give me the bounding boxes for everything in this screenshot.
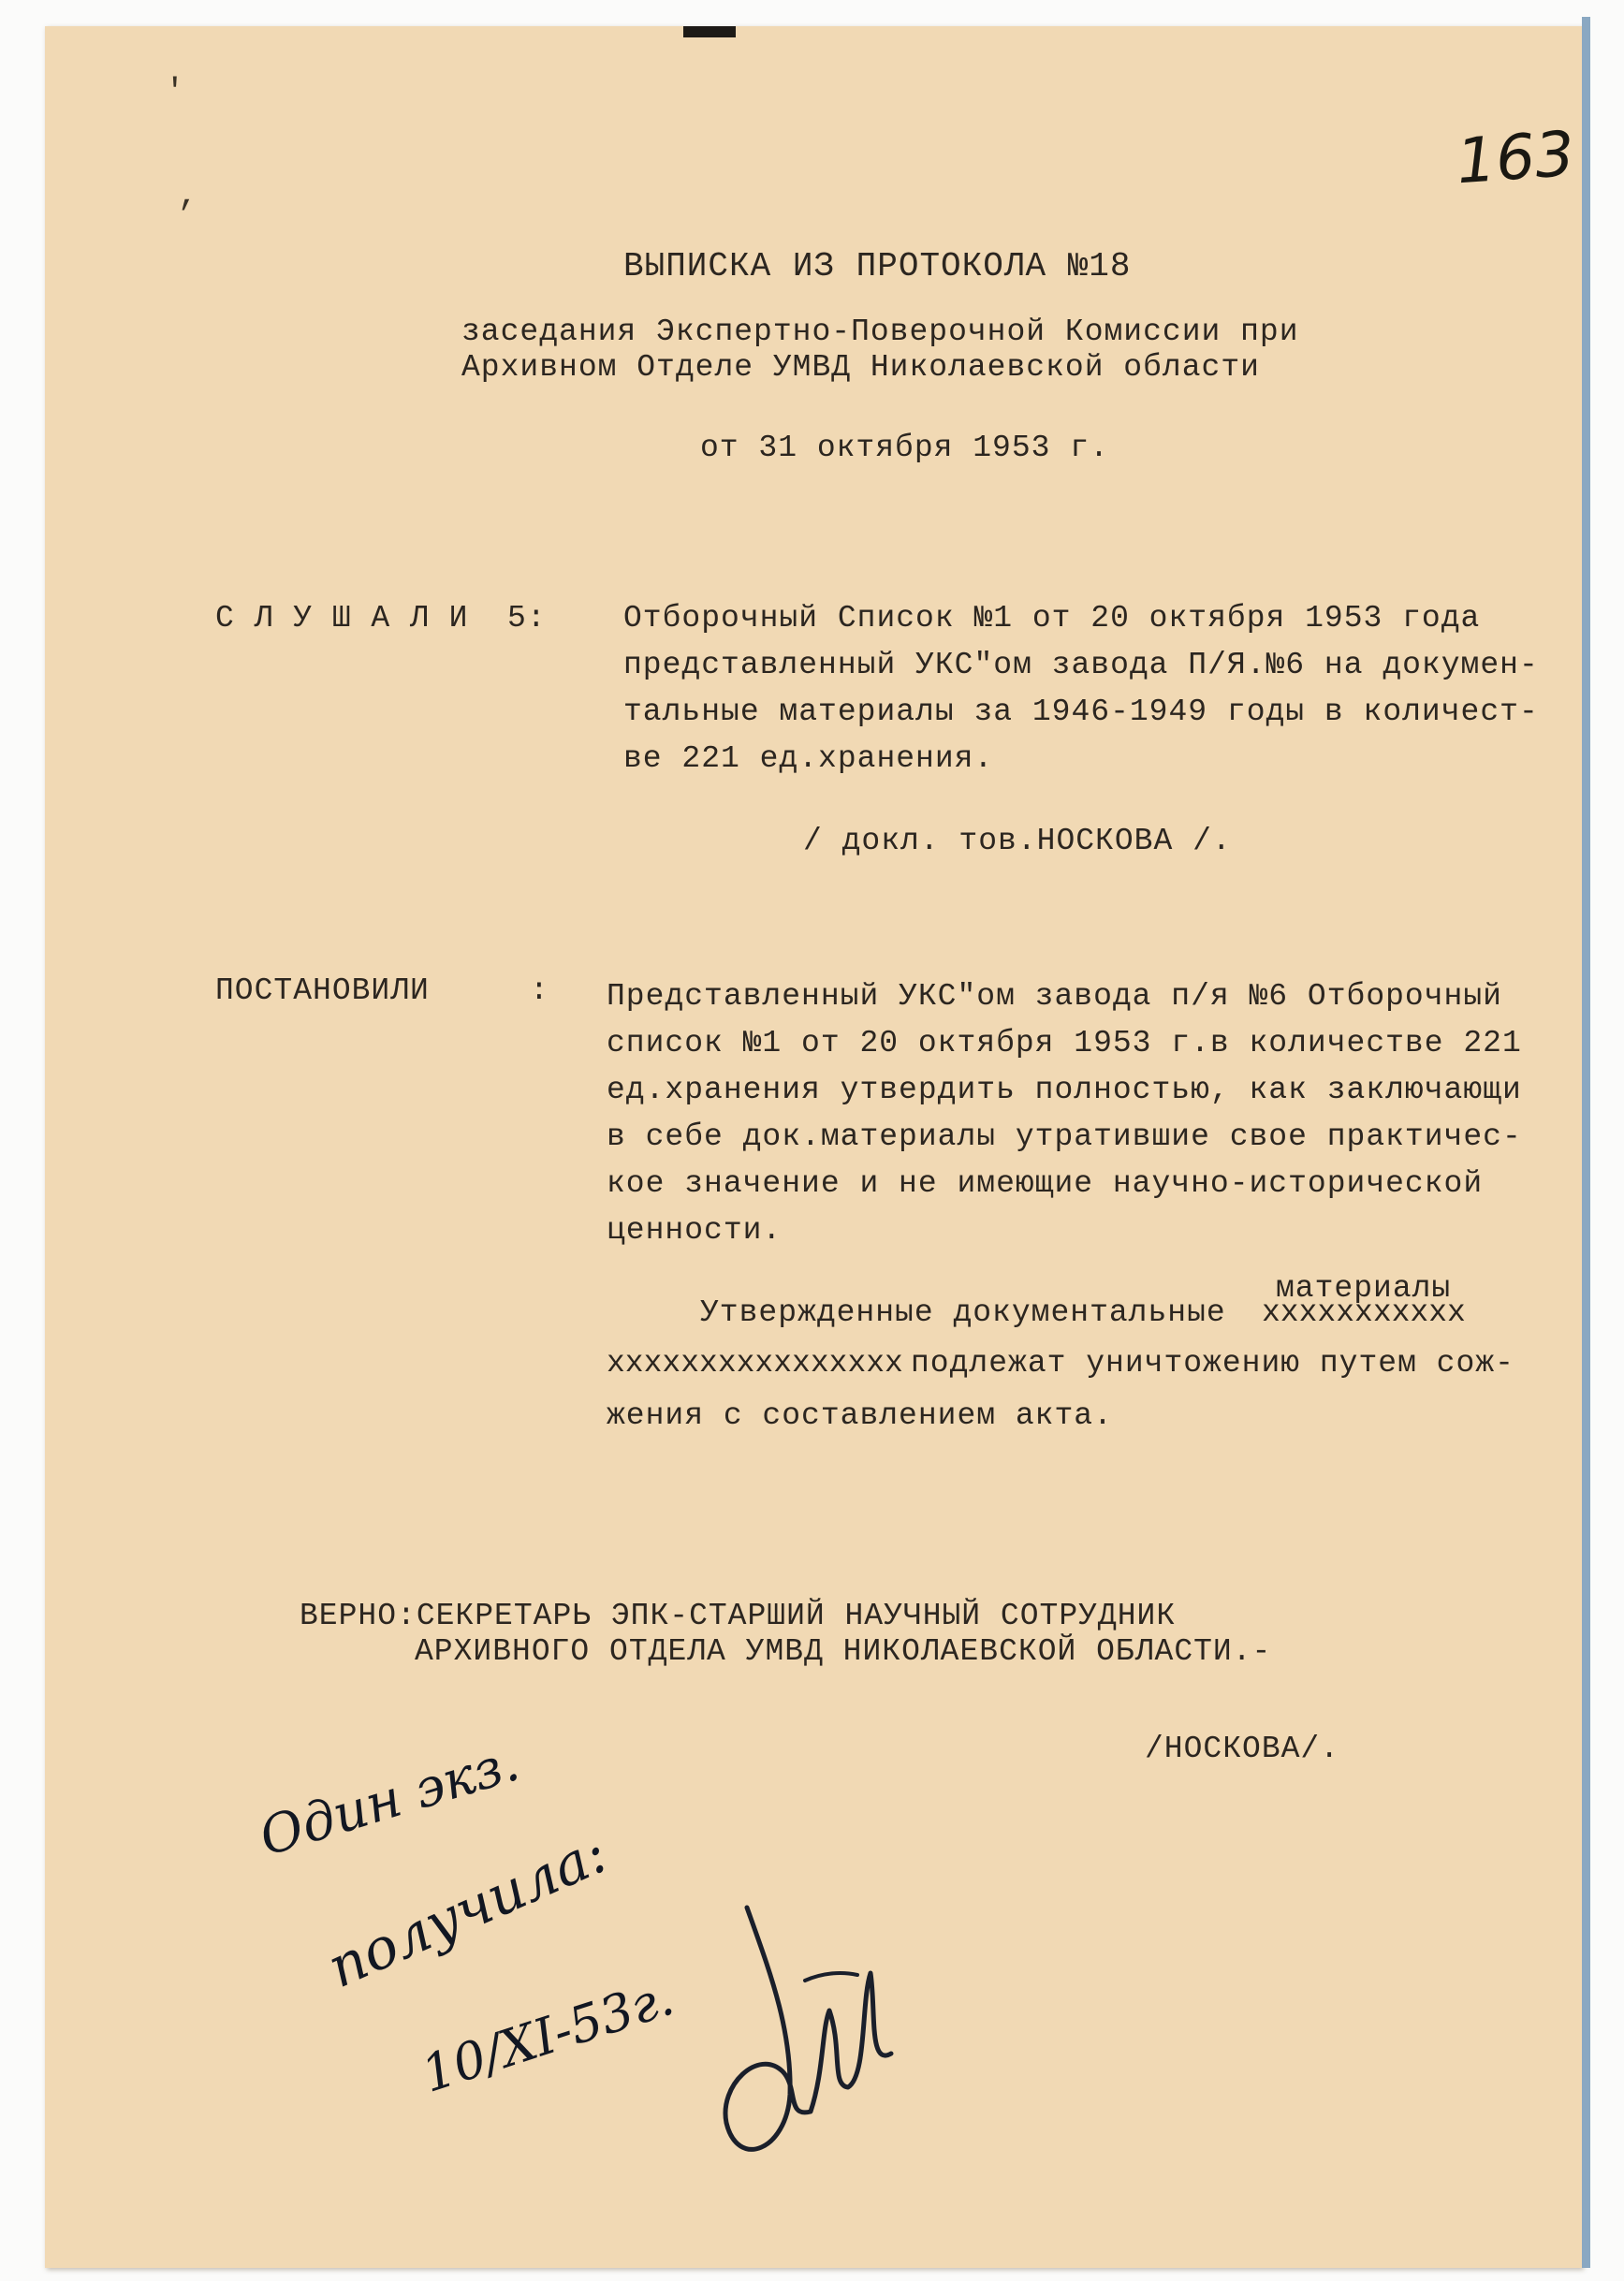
resolved-para2: Утвержденные документальные [700,1295,1226,1330]
certification-line: ВЕРНО:СЕКРЕТАРЬ ЭПК-СТАРШИЙ НАУЧНЫЙ СОТРУДНИК [300,1599,1177,1633]
heard-line: тальные материалы за 1946-1949 годы в количест- [623,695,1539,729]
resolved-para2: подлежат уничтожению путем сож- [911,1346,1514,1381]
handwritten-signature [681,1870,897,2179]
handwritten-note: получила: [318,1820,617,2001]
resolved-line: в себе док.материалы утратившие свое практичес- [607,1119,1522,1154]
document-subtitle: Архивном Отделе УМВД Николаевской области [461,350,1260,385]
resolved-line: ценности. [607,1213,783,1248]
document-date: от 31 октября 1953 г. [700,431,1109,465]
document-title: ВЫПИСКА ИЗ ПРОТОКОЛА №18 [623,247,1132,285]
resolved-colon: : [530,973,549,1008]
inserted-word: материалы [1276,1271,1452,1306]
clip-mark [683,26,736,37]
certification-line: АРХИВНОГО ОТДЕЛА УМВД НИКОЛАЕВСКОЙ ОБЛАСТИ.- [415,1634,1272,1669]
margin-mark: ' [165,73,185,111]
heard-label: С Л У Ш А Л И 5: [215,601,547,636]
document-subtitle: заседания Экспертно-Поверочной Комиссии при [461,314,1299,349]
document-page [45,26,1582,2268]
heard-line: представленный УКС"ом завода П/Я.№6 на докумен- [623,648,1539,682]
margin-mark: , [178,176,198,214]
handwritten-note: 10/XI-53г. [415,1967,680,2104]
heard-line: Отборочный Список №1 от 20 октября 1953 года [623,601,1481,636]
speaker-note: / докл. тов.НОСКОВА /. [803,824,1232,858]
resolved-para2: жения с составлением акта. [607,1398,1113,1433]
resolved-label: ПОСТАНОВИЛИ [215,973,430,1008]
page-number: 163 [1454,117,1577,198]
scanner-edge [1582,17,1590,2268]
heard-line: ве 221 ед.хранения. [623,741,994,776]
resolved-line: список №1 от 20 октября 1953 г.в количестве 221 [607,1026,1522,1060]
signatory-name: /НОСКОВА/. [1145,1732,1340,1766]
resolved-line: ед.хранения утвердить полностью, как заключающи [607,1073,1522,1107]
struck-text: xxxxxxxxxxxxxxxx [607,1346,903,1381]
struck-text: xxxxxxxxxxx [1262,1295,1466,1330]
resolved-line: Представленный УКС"ом завода п/я №6 Отборочный [607,979,1502,1014]
handwritten-note: Один экз. [253,1732,526,1869]
resolved-line: кое значение и не имеющие научно-исторической [607,1166,1484,1201]
